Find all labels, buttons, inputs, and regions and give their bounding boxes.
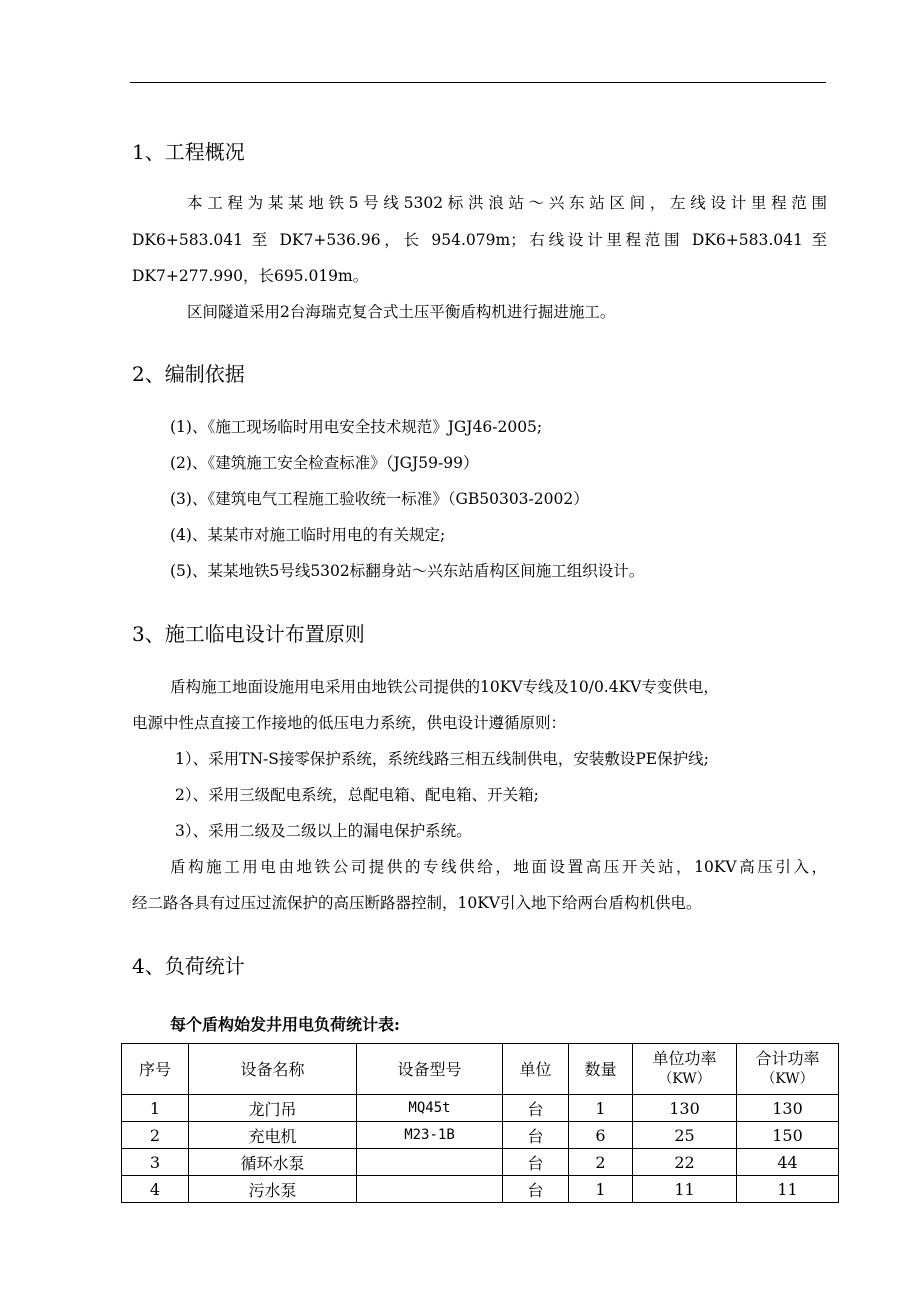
header-total-power-unit: （KW） <box>761 1071 814 1087</box>
header-no: 序号 <box>122 1044 189 1095</box>
cell-unit-power: 130 <box>633 1095 737 1122</box>
header-model: 设备型号 <box>357 1044 503 1095</box>
cell-no: 1 <box>122 1095 189 1122</box>
cell-unit: 台 <box>503 1176 569 1203</box>
section-1-paragraph-line-3: DK7+277.990，长695.019m。 <box>132 267 369 285</box>
table-row <box>122 1122 839 1149</box>
cell-unit: 台 <box>503 1095 569 1122</box>
cell-name: 污水泵 <box>189 1176 357 1203</box>
section-1-paragraph-line-2: DK6+583.041 至 DK7+536.96，长 954.079m；右线设计里程范围 DK6+583.041 至 <box>132 231 827 249</box>
cell-qty: 1 <box>569 1095 633 1122</box>
cell-unit-power: 25 <box>633 1122 737 1149</box>
reference-item: (5)、某某地铁5号线5302标翻身站～兴东站盾构区间施工组织设计。 <box>170 562 645 580</box>
cell-unit-power: 22 <box>633 1149 737 1176</box>
cell-total-power: 150 <box>737 1122 839 1149</box>
header-unit: 单位 <box>503 1044 569 1095</box>
cell-model: MQ45t <box>357 1095 503 1122</box>
section-3-paragraph-2-line-1: 盾构施工用电由地铁公司提供的专线供给，地面设置高压开关站，10KV高压引入， <box>170 858 827 876</box>
cell-unit: 台 <box>503 1122 569 1149</box>
cell-model: M23-1B <box>357 1122 503 1149</box>
cell-total-power: 130 <box>737 1095 839 1122</box>
section-4-title: 4、负荷统计 <box>132 954 245 978</box>
header-name: 设备名称 <box>189 1044 357 1095</box>
section-1-paragraph-line-1: 本工程为某某地铁5号线5302标洪浪站～兴东站区间，左线设计里程范围 <box>187 194 827 212</box>
table-row <box>122 1149 839 1176</box>
header-total-power <box>737 1044 839 1095</box>
cell-total-power: 11 <box>737 1176 839 1203</box>
load-statistics-table <box>121 1043 839 1203</box>
cell-qty: 2 <box>569 1149 633 1176</box>
section-1-paragraph-2: 区间隧道采用2台海瑞克复合式土压平衡盾构机进行掘进施工。 <box>187 303 616 321</box>
cell-no: 2 <box>122 1122 189 1149</box>
section-3-paragraph-line-2: 电源中性点直接工作接地的低压电力系统，供电设计遵循原则： <box>132 714 567 732</box>
section-2-title: 2、编制依据 <box>132 362 245 386</box>
cell-no: 3 <box>122 1149 189 1176</box>
header-qty: 数量 <box>569 1044 633 1095</box>
principle-item: 2）、采用三级配电系统，总配电箱、配电箱、开关箱; <box>175 786 539 804</box>
cell-no: 4 <box>122 1176 189 1203</box>
cell-total-power: 44 <box>737 1149 839 1176</box>
reference-item: (1)、《施工现场临时用电安全技术规范》JGJ46-2005; <box>170 418 543 436</box>
cell-name: 充电机 <box>189 1122 357 1149</box>
cell-name: 龙门吊 <box>189 1095 357 1122</box>
cell-unit: 台 <box>503 1149 569 1176</box>
cell-qty: 6 <box>569 1122 633 1149</box>
cell-name: 循环水泵 <box>189 1149 357 1176</box>
principle-item: 3）、采用二级及二级以上的漏电保护系统。 <box>175 822 472 840</box>
table-header-row <box>122 1044 839 1095</box>
reference-item: (3)、《建筑电气工程施工验收统一标准》（GB50303-2002） <box>170 490 589 508</box>
header-unit-power-label: 单位功率 <box>652 1049 717 1068</box>
cell-model <box>357 1149 503 1176</box>
cell-model <box>357 1176 503 1203</box>
section-3-title: 3、施工临电设计布置原则 <box>132 622 365 646</box>
table-row <box>122 1095 839 1122</box>
table-title: 每个盾构始发井用电负荷统计表: <box>170 1015 400 1034</box>
cell-qty: 1 <box>569 1176 633 1203</box>
section-3-paragraph-line-1: 盾构施工地面设施用电采用由地铁公司提供的10KV专线及10/0.4KV专变供电， <box>170 678 719 696</box>
table-row <box>122 1176 839 1203</box>
section-3-paragraph-2-line-2: 经二路各具有过压过流保护的高压断路器控制，10KV引入地下给两台盾构机供电。 <box>132 894 702 912</box>
reference-item: (4)、某某市对施工临时用电的有关规定; <box>170 526 446 544</box>
reference-item: (2)、《建筑施工安全检查标准》（JGJ59-99） <box>170 454 479 472</box>
section-1-title: 1、工程概况 <box>132 140 245 164</box>
header-rule <box>130 82 826 83</box>
principle-item: 1）、采用TN-S接零保护系统，系统线路三相五线制供电，安装敷设PE保护线; <box>175 750 709 768</box>
cell-unit-power: 11 <box>633 1176 737 1203</box>
header-unit-power-unit: （KW） <box>658 1071 711 1087</box>
header-unit-power <box>633 1044 737 1095</box>
header-total-power-label: 合计功率 <box>755 1049 820 1068</box>
